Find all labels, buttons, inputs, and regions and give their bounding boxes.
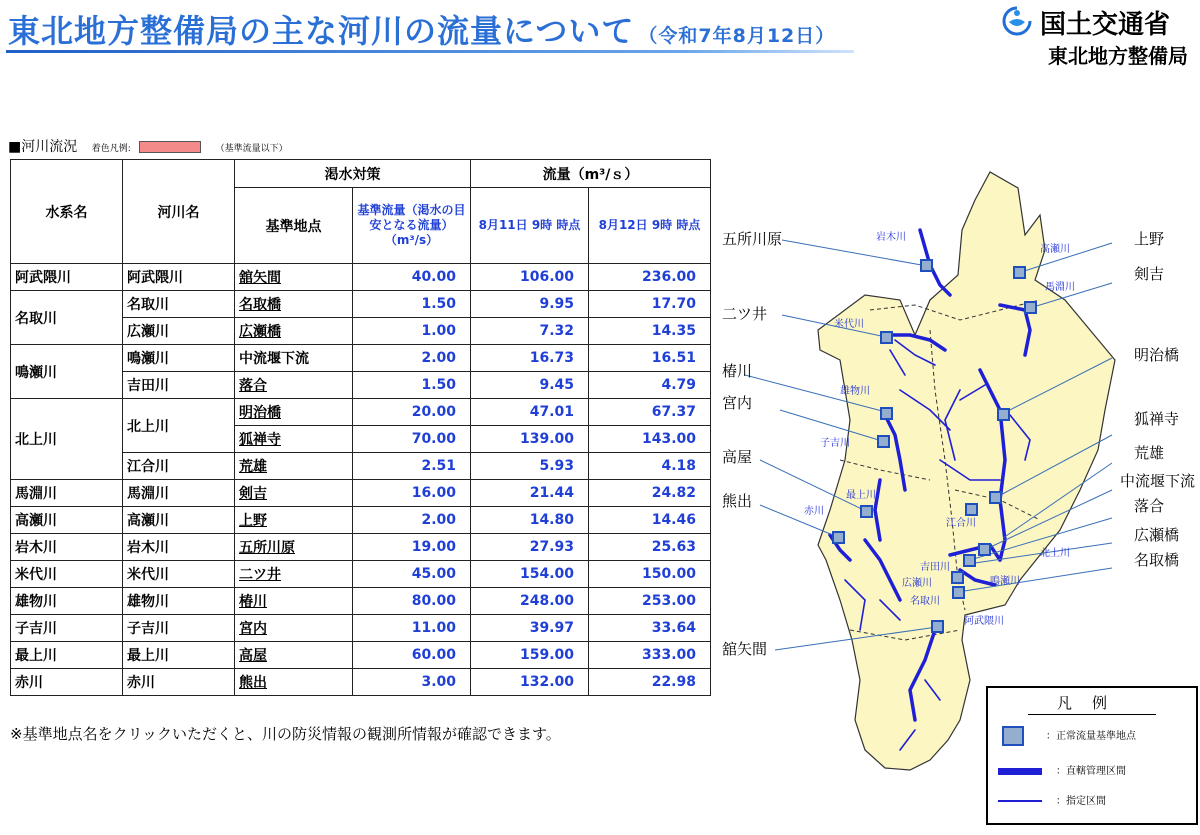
tohoku-land — [818, 172, 1115, 770]
table-row — [11, 264, 711, 291]
base-flow-cell: 11.00 — [353, 615, 471, 642]
river-label-mogami: 最上川 — [846, 490, 876, 501]
map-legend — [986, 686, 1198, 825]
flow-day1-cell: 14.80 — [471, 507, 589, 534]
flow-day2-cell: 150.00 — [589, 561, 711, 588]
table-row — [11, 480, 711, 507]
flow-day1-cell: 16.73 — [471, 345, 589, 372]
system-name-cell: 阿武隈川 — [11, 264, 123, 291]
station-link[interactable]: 広瀬橋 — [235, 318, 353, 345]
river-label-mabechi: 馬淵川 — [1045, 282, 1075, 293]
river-label-iwaki: 岩木川 — [876, 232, 906, 243]
section-label — [8, 136, 288, 156]
station-link[interactable]: 宮内 — [235, 615, 353, 642]
table-row — [11, 642, 711, 669]
river-label-yoshida: 吉田川 — [920, 562, 950, 573]
flow-day2-cell: 236.00 — [589, 264, 711, 291]
flow-day1-cell: 47.01 — [471, 399, 589, 426]
flow-day2-cell: 17.70 — [589, 291, 711, 318]
station-label-meijibashi[interactable]: 明治橋 — [1134, 346, 1180, 364]
legend-title: 凡例 — [1056, 694, 1127, 712]
base-flow-cell: 1.50 — [353, 291, 471, 318]
title-date: （令和7年8月12日） — [638, 25, 836, 47]
river-name-cell: 雄物川 — [123, 588, 235, 615]
system-name-cell: 子吉川 — [11, 615, 123, 642]
river-name-cell: 江合川 — [123, 453, 235, 480]
flow-day2-cell: 33.64 — [589, 615, 711, 642]
station-label-kenyoshi[interactable]: 剣吉 — [1134, 265, 1165, 283]
river-name-cell: 吉田川 — [123, 372, 235, 399]
header-base-flow: 基準流量（渇水の目安となる流量）（m³/s） — [353, 188, 471, 264]
flow-day1-cell: 139.00 — [471, 426, 589, 453]
station-link[interactable]: 狐禅寺 — [235, 426, 353, 453]
table-row — [11, 561, 711, 588]
base-flow-cell: 19.00 — [353, 534, 471, 561]
flow-day1-cell: 9.95 — [471, 291, 589, 318]
flow-day1-cell: 132.00 — [471, 669, 589, 696]
station-label-futatsui[interactable]: 二ツ井 — [722, 305, 768, 323]
base-flow-cell: 45.00 — [353, 561, 471, 588]
river-label-koyoshi: 子吉川 — [820, 438, 850, 449]
footnote: ※基準地点名をクリックいただくと、川の防災情報の観測所情報が確認できます。 — [10, 725, 561, 743]
table-body — [11, 264, 711, 696]
thin-line-icon — [998, 800, 1042, 802]
river-name-cell: 広瀬川 — [123, 318, 235, 345]
river-name-cell: 赤川 — [123, 669, 235, 696]
flow-day1-cell: 159.00 — [471, 642, 589, 669]
system-name-cell: 米代川 — [11, 561, 123, 588]
table-row — [11, 615, 711, 642]
river-name-cell: 阿武隈川 — [123, 264, 235, 291]
page-title — [8, 6, 835, 52]
station-label-churyu[interactable]: 中流堰下流 — [1120, 472, 1196, 490]
base-flow-cell: 60.00 — [353, 642, 471, 669]
station-label-natoribashi[interactable]: 名取橋 — [1134, 551, 1180, 569]
river-flow-table — [10, 159, 711, 696]
river-label-hirose: 広瀬川 — [902, 578, 932, 589]
header-station: 基準地点 — [235, 188, 353, 264]
title-underline — [6, 50, 854, 53]
station-link[interactable]: 荒雄 — [235, 453, 353, 480]
flow-day1-cell: 7.32 — [471, 318, 589, 345]
base-flow-cell: 3.00 — [353, 669, 471, 696]
station-link[interactable]: 中流堰下流 — [235, 345, 353, 372]
river-label-naruse: 鳴瀬川 — [990, 576, 1020, 587]
base-flow-cell: 2.00 — [353, 345, 471, 372]
flow-day2-cell: 4.18 — [589, 453, 711, 480]
legend-row-station — [998, 726, 1136, 746]
system-name-cell: 高瀬川 — [11, 507, 123, 534]
thick-line-icon — [998, 768, 1042, 775]
table-row — [11, 399, 711, 426]
station-link[interactable]: 高屋 — [235, 642, 353, 669]
station-link[interactable]: 名取橋 — [235, 291, 353, 318]
river-label-omono: 雄物川 — [840, 386, 870, 397]
station-label-ochiai[interactable]: 落合 — [1134, 497, 1165, 515]
ministry-name: 国土交通省 — [1040, 10, 1171, 40]
legend-row-designated — [998, 792, 1106, 807]
station-link[interactable]: 椿川 — [235, 588, 353, 615]
station-label-tateyama[interactable]: 舘矢間 — [722, 640, 768, 658]
river-label-aka: 赤川 — [804, 506, 824, 517]
flow-day1-cell: 248.00 — [471, 588, 589, 615]
flow-day2-cell: 22.98 — [589, 669, 711, 696]
river-label-kitakami: 北上川 — [1040, 548, 1070, 559]
system-name-cell: 北上川 — [11, 399, 123, 480]
river-label-takase: 高瀬川 — [1040, 244, 1070, 255]
river-name-cell: 米代川 — [123, 561, 235, 588]
river-label-eai: 江合川 — [946, 518, 976, 529]
base-flow-cell: 40.00 — [353, 264, 471, 291]
table-row — [11, 507, 711, 534]
flow-day1-cell: 154.00 — [471, 561, 589, 588]
page-header — [0, 0, 1200, 72]
flow-day2-cell: 333.00 — [589, 642, 711, 669]
color-legend-note: （基準流量以下） — [215, 143, 288, 154]
legend-divider — [1028, 714, 1156, 715]
flow-day2-cell: 16.51 — [589, 345, 711, 372]
river-name-cell: 岩木川 — [123, 534, 235, 561]
legend-station-label: ：正常流量基準地点 — [1046, 731, 1136, 742]
base-flow-cell: 16.00 — [353, 480, 471, 507]
flow-day1-cell: 39.97 — [471, 615, 589, 642]
flow-day2-cell: 4.79 — [589, 372, 711, 399]
river-name-cell: 最上川 — [123, 642, 235, 669]
flow-day2-cell: 24.82 — [589, 480, 711, 507]
table-row — [11, 291, 711, 318]
legend-designated-label: ：指定区間 — [1056, 796, 1106, 807]
station-label-kozenji[interactable]: 狐禅寺 — [1134, 410, 1180, 428]
system-name-cell: 馬淵川 — [11, 480, 123, 507]
station-link[interactable]: 舘矢間 — [235, 264, 353, 291]
station-label-arao[interactable]: 荒雄 — [1134, 444, 1165, 462]
river-label-abukuma: 阿武隈川 — [964, 616, 1004, 627]
base-flow-cell: 2.00 — [353, 507, 471, 534]
station-label-miyauchi[interactable]: 宮内 — [722, 394, 753, 412]
station-label-tsubakigawa[interactable]: 椿川 — [722, 362, 753, 380]
station-link[interactable]: 明治橋 — [235, 399, 353, 426]
base-flow-cell: 80.00 — [353, 588, 471, 615]
station-label-ueno[interactable]: 上野 — [1134, 230, 1165, 248]
river-name-cell: 鳴瀬川 — [123, 345, 235, 372]
flow-day2-cell: 253.00 — [589, 588, 711, 615]
station-label-hirosebashi[interactable]: 広瀬橋 — [1134, 526, 1180, 544]
header-day2: 8月12日 9時 時点 — [589, 188, 711, 264]
legend-row-direct — [998, 762, 1126, 777]
legend-direct-label: ：直轄管理区間 — [1056, 766, 1126, 777]
river-name-cell: 北上川 — [123, 399, 235, 453]
system-name-cell: 名取川 — [11, 291, 123, 345]
system-name-cell: 赤川 — [11, 669, 123, 696]
table-row — [11, 588, 711, 615]
flow-day2-cell: 14.35 — [589, 318, 711, 345]
river-name-cell: 高瀬川 — [123, 507, 235, 534]
flow-day2-cell: 143.00 — [589, 426, 711, 453]
river-name-cell: 子吉川 — [123, 615, 235, 642]
mlit-logo-icon — [1002, 6, 1032, 36]
station-link[interactable]: 剣吉 — [235, 480, 353, 507]
table-row — [11, 345, 711, 372]
flow-day2-cell: 25.63 — [589, 534, 711, 561]
station-link[interactable]: 上野 — [235, 507, 353, 534]
river-name-cell: 名取川 — [123, 291, 235, 318]
base-flow-cell: 2.51 — [353, 453, 471, 480]
station-link[interactable]: 落合 — [235, 372, 353, 399]
flow-day2-cell: 14.46 — [589, 507, 711, 534]
color-legend-prefix: 着色凡例: — [91, 143, 131, 154]
station-label-takaya[interactable]: 高屋 — [722, 448, 753, 466]
station-label-kumade[interactable]: 熊出 — [722, 492, 753, 510]
flow-day1-cell: 9.45 — [471, 372, 589, 399]
bureau-name: 東北地方整備局 — [1048, 44, 1188, 68]
system-name-cell: 雄物川 — [11, 588, 123, 615]
river-label-natori: 名取川 — [910, 596, 940, 607]
station-link[interactable]: 熊出 — [235, 669, 353, 696]
station-link[interactable]: 五所川原 — [235, 534, 353, 561]
title-text: 東北地方整備局の主な河川の流量について — [8, 12, 635, 50]
system-name-cell: 最上川 — [11, 642, 123, 669]
header-river: 河川名 — [123, 160, 235, 264]
header-drought: 渇水対策 — [235, 160, 471, 188]
station-label-goshogawara[interactable]: 五所川原 — [722, 230, 783, 248]
header-flow: 流量（m³/ｓ） — [471, 160, 711, 188]
section-title: ■河川流況 — [8, 139, 78, 155]
base-flow-cell: 1.00 — [353, 318, 471, 345]
station-square-icon — [1002, 726, 1024, 746]
header-system: 水系名 — [11, 160, 123, 264]
flow-day2-cell: 67.37 — [589, 399, 711, 426]
table-row — [11, 669, 711, 696]
flow-day1-cell: 27.93 — [471, 534, 589, 561]
base-flow-cell: 20.00 — [353, 399, 471, 426]
flow-day1-cell: 5.93 — [471, 453, 589, 480]
system-name-cell: 鳴瀬川 — [11, 345, 123, 399]
below-base-flow-swatch — [139, 141, 201, 153]
river-name-cell: 馬淵川 — [123, 480, 235, 507]
river-label-yoneshiro: 米代川 — [834, 319, 864, 330]
flow-day1-cell: 21.44 — [471, 480, 589, 507]
header-day1: 8月11日 9時 時点 — [471, 188, 589, 264]
system-name-cell: 岩木川 — [11, 534, 123, 561]
flow-day1-cell: 106.00 — [471, 264, 589, 291]
station-link[interactable]: 二ツ井 — [235, 561, 353, 588]
base-flow-cell: 1.50 — [353, 372, 471, 399]
table-row — [11, 534, 711, 561]
base-flow-cell: 70.00 — [353, 426, 471, 453]
